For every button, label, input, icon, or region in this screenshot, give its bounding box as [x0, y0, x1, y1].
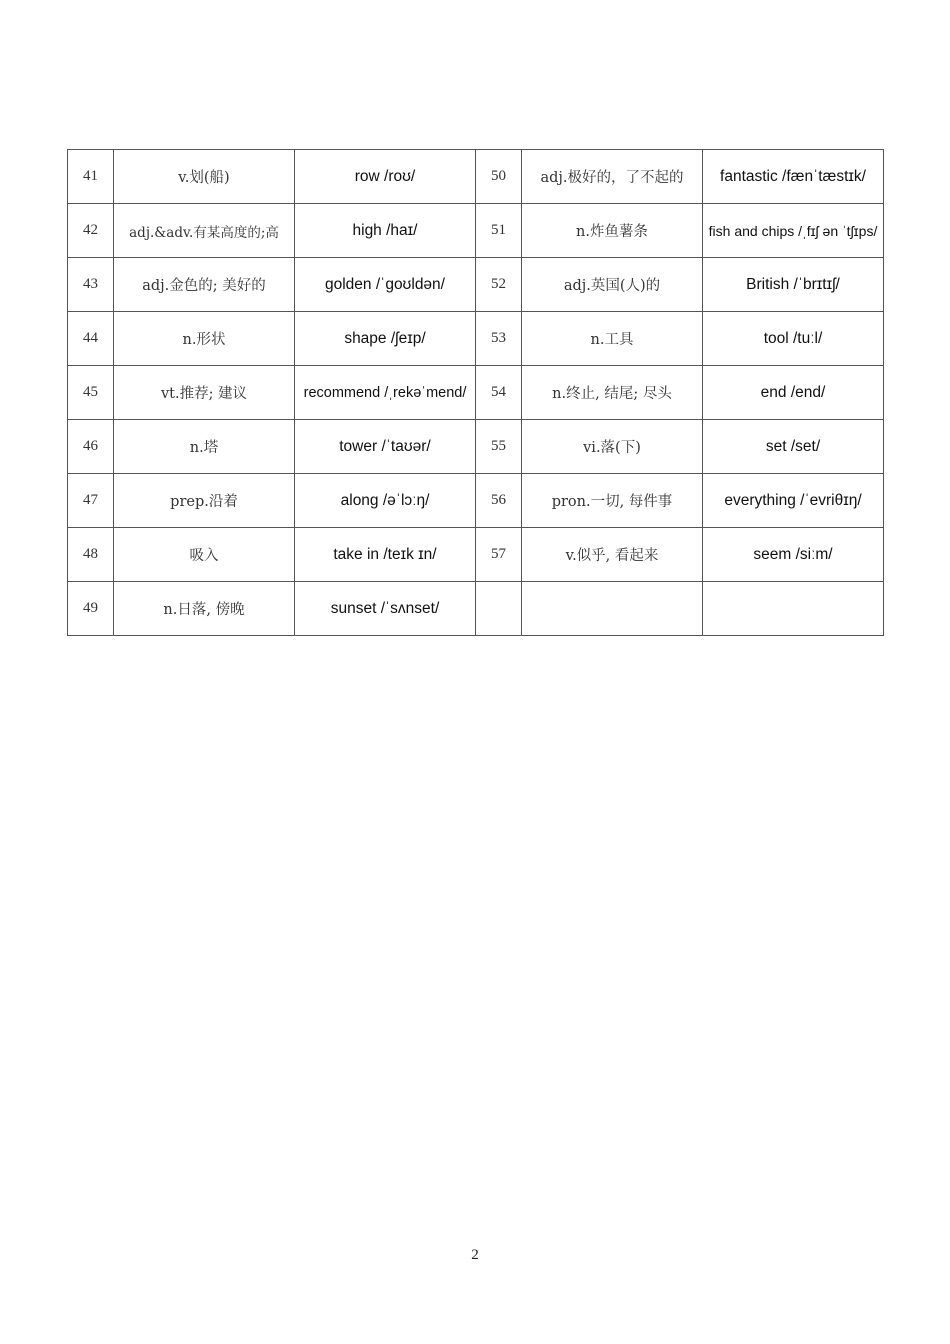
word-number: 44: [68, 312, 114, 366]
word-number: 55: [476, 420, 522, 474]
word-number: 57: [476, 528, 522, 582]
chinese-meaning: v.似乎, 看起来: [522, 528, 703, 582]
word-number: 43: [68, 258, 114, 312]
chinese-meaning: vi.落(下): [522, 420, 703, 474]
english-word: tower /ˈtaʊər/: [295, 420, 476, 474]
word-number: 47: [68, 474, 114, 528]
english-word: British /ˈbrɪtɪʃ/: [703, 258, 884, 312]
table-row: [68, 204, 884, 258]
english-word: recommend /ˌrekəˈmend/: [295, 366, 476, 420]
english-word: tool /tuːl/: [703, 312, 884, 366]
word-number: 50: [476, 150, 522, 204]
chinese-meaning: n.炸鱼薯条: [522, 204, 703, 258]
word-number: 48: [68, 528, 114, 582]
english-word: [703, 582, 884, 636]
chinese-meaning: n.日落, 傍晚: [114, 582, 295, 636]
chinese-meaning: n.形状: [114, 312, 295, 366]
english-word: along /əˈlɔːŋ/: [295, 474, 476, 528]
table-row: [68, 312, 884, 366]
table-row: [68, 420, 884, 474]
word-number: 53: [476, 312, 522, 366]
english-word: high /haɪ/: [295, 204, 476, 258]
word-number: 52: [476, 258, 522, 312]
chinese-meaning: vt.推荐; 建议: [114, 366, 295, 420]
table-row: [68, 474, 884, 528]
table-row: [68, 528, 884, 582]
word-number: 54: [476, 366, 522, 420]
chinese-meaning: adj.金色的; 美好的: [114, 258, 295, 312]
english-word: fantastic /fænˈtæstɪk/: [703, 150, 884, 204]
word-number: [476, 582, 522, 636]
word-number: 49: [68, 582, 114, 636]
chinese-meaning: adj.极好的，了不起的: [522, 150, 703, 204]
english-word: set /set/: [703, 420, 884, 474]
vocabulary-table: [67, 149, 884, 636]
english-word: end /end/: [703, 366, 884, 420]
english-word: row /roʊ/: [295, 150, 476, 204]
table-row: [68, 150, 884, 204]
table-row: [68, 582, 884, 636]
chinese-meaning: [522, 582, 703, 636]
english-word: seem /siːm/: [703, 528, 884, 582]
chinese-meaning: pron.一切, 每件事: [522, 474, 703, 528]
chinese-meaning: n.工具: [522, 312, 703, 366]
english-word: fish and chips /ˌfɪʃ ən ˈtʃɪps/: [703, 204, 884, 258]
table-row: [68, 258, 884, 312]
chinese-meaning: adj.英国(人)的: [522, 258, 703, 312]
english-word: sunset /ˈsʌnset/: [295, 582, 476, 636]
table-row: [68, 366, 884, 420]
word-number: 45: [68, 366, 114, 420]
chinese-meaning: prep.沿着: [114, 474, 295, 528]
word-number: 56: [476, 474, 522, 528]
word-number: 41: [68, 150, 114, 204]
english-word: golden /ˈɡoʊldən/: [295, 258, 476, 312]
chinese-meaning: v.划(船): [114, 150, 295, 204]
english-word: everything /ˈevriθɪŋ/: [703, 474, 884, 528]
chinese-meaning: 吸入: [114, 528, 295, 582]
word-number: 51: [476, 204, 522, 258]
chinese-meaning: n.塔: [114, 420, 295, 474]
chinese-meaning: adj.&adv.有某高度的;高: [114, 204, 295, 258]
word-number: 46: [68, 420, 114, 474]
chinese-meaning: n.终止, 结尾; 尽头: [522, 366, 703, 420]
english-word: shape /ʃeɪp/: [295, 312, 476, 366]
english-word: take in /teɪk ɪn/: [295, 528, 476, 582]
word-number: 42: [68, 204, 114, 258]
page-number: 2: [471, 1247, 479, 1263]
